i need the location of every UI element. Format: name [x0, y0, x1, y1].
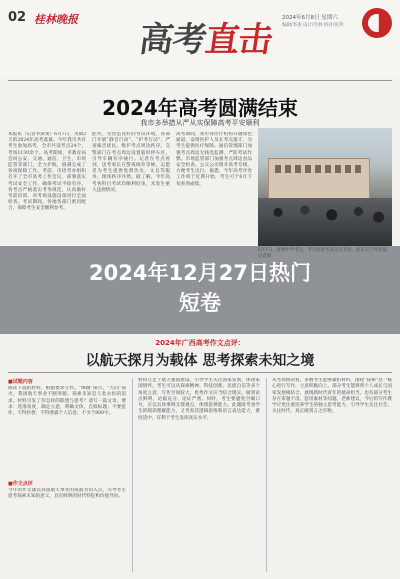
article-column-2: 此外，为营造良好的考试环境，各部门开展“静音行动”、“护考行动”，严查噪音扰民，维护考点周边秩序。交警部门在考点周边设置临时停车区，引导车辆有序通行。记者在考点看到，送考家长在警戒线外等候，志愿者为考生提供免费饮水、文具等服务，现场秩序井然。据了解，今年高考各科目考试均顺利结束，未发生重大违规情况。: [92, 132, 170, 193]
column-title: [137, 12, 276, 61]
essay-review-column-3: 从考场情况看，多数考生能够紧扣材料，围绕“探索”这一核心进行写作，立意积极向上。部分考生能够将个人成长与国家发展相结合，展现新时代青年的使命担当。也有部分考生存在审题不清、套用素材等问题。老师建议，今后的写作教学应更注重培养学生的独立思考能力，引导学生关注社会、关注时代，真正做到言之有物。: [272, 378, 392, 415]
essay-title: 以航天探月为载体 思考探索未知之境: [85, 353, 315, 369]
overlay-title-line2: 短卷: [179, 291, 221, 315]
date-line: 2024年6月8日 星期六: [282, 15, 338, 21]
tag-review: ■作文点评: [8, 481, 33, 487]
newspaper-logo-icon: [362, 8, 392, 38]
overlay-title-line1: 2024年12月27日热门: [89, 261, 311, 285]
crowd: [258, 198, 392, 246]
masthead-rule: [8, 80, 392, 81]
essay-review-intro: 今年的作文题以我国航天事业的成就为切入点，引导考生思考探索未知的意义，具有鲜明的时代特征和价值导向。: [8, 488, 126, 500]
article-column-1: 本报讯（记者李斯斐）6月7日，为期2天的2024年高考落幕。今年我市共有考生参加高考，全市共设考点24个，考场1130余个。高考期间，市教育局会同公安、交通、通信、卫生、市场监管等部门，全力护航，圆满完成了各项保障工作。考前，市招考办组织召开了全市高考工作会议，部署落实考试安全工作，确保考试平稳有序。各考点严格落实考务规范，认真做好考前培训，对考场设施设备进行全面检查。考试期间，各地各部门密切配合，保障考生安全顺利参考。: [8, 132, 86, 212]
column-divider-1: [132, 378, 133, 572]
essay-rule: [8, 372, 392, 373]
article-headline: 2024年高考圆满结束: [102, 96, 298, 120]
column-title-red: 直击: [202, 20, 275, 60]
paper-name: 桂林晚报: [34, 13, 78, 26]
article-subhead: 我市多举措从严从实保障高考平安顺利: [140, 119, 260, 127]
article-column-3: 高考期间，我市各医疗机构开通绿色通道，安排医护人员在考点值守，为考生提供医疗保障。通信管理部门加强考点周边无线电监测，严防考试作弊。市场监管部门加强考点周边食品安全检查。公交公司增开高考专线，方便考生出行。据悉，今年高考评卷工作将于近期开始，考生可于6月下旬查询成绩。: [176, 132, 252, 187]
school-building: [268, 158, 370, 200]
essay-kicker: 2024年广西高考作文点评：: [155, 339, 245, 347]
tag-question: ■试题内容: [8, 379, 33, 385]
page-number: 02: [8, 10, 27, 25]
essay-question-text: 阅读下面的材料，根据要求写作。“嫦娥”探月、“天问”探火，我国航天事业不断突破。探索未知是人类永恒的追求。材料引发了你怎样的联想与思考？请写一篇文章。要求：选准角度，确定立意，明确文体，自拟标题；不要套作，不得抄袭；不得泄露个人信息；不少于800字。: [8, 386, 126, 417]
column-divider-2: [266, 378, 267, 572]
exam-crowd-photo: [258, 128, 392, 246]
masthead: [0, 0, 400, 78]
essay-review-column-2: 材料立足于航天强国建设，引导学生关注国家发展，体现家国情怀。考生可以从探索精神、科技创新、民族自信等多个角度立意，写作空间较大。优秀作文应当结合现实，做到论点鲜明、论据充分、论证严密。同时，考生要避免空喊口号，应以具体事例支撑观点，体现思辨能力。此题既考查学生的阅读理解能力，又考查其逻辑思维和语言表达能力，难度适中，有利于考生发挥真实水平。: [138, 378, 260, 421]
column-title-dark: 高考: [136, 20, 209, 60]
overlay-title: [0, 258, 400, 318]
editors-line: 编辑/李凌 设计/肖林 校对/张剑: [282, 23, 344, 28]
